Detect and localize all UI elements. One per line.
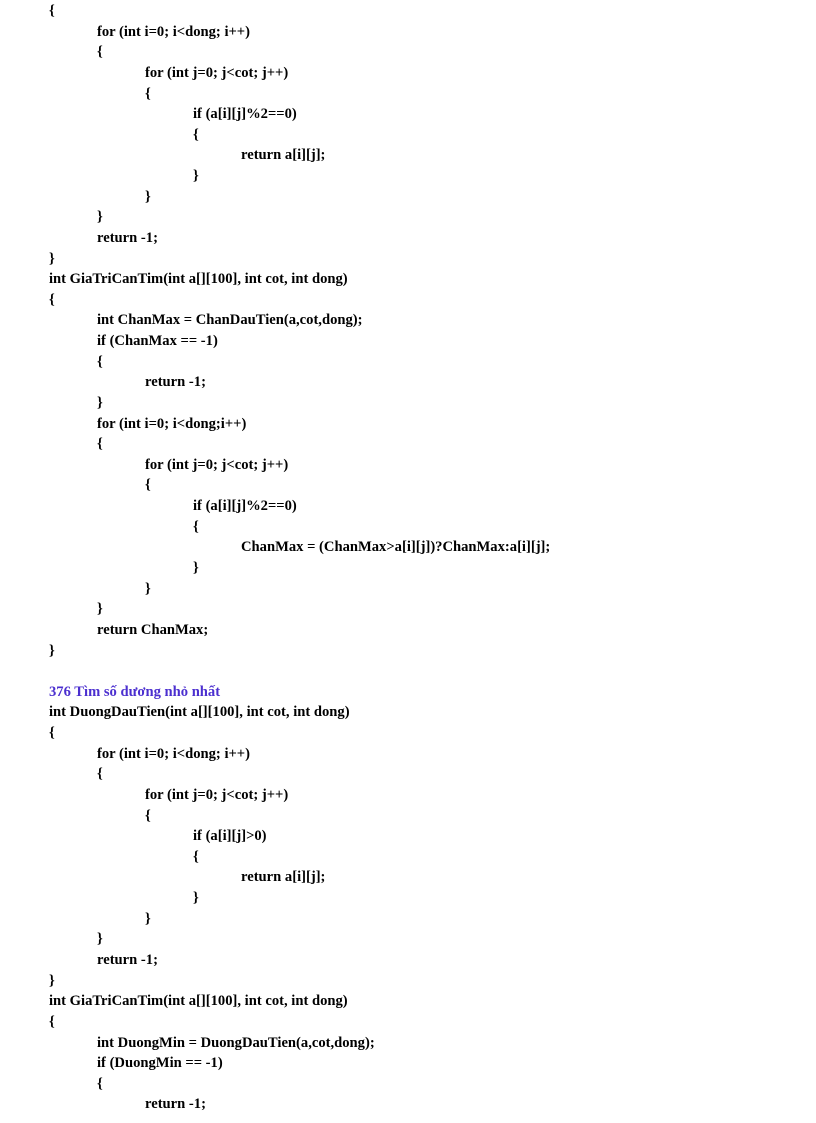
code-line: int DuongMin = DuongDauTien(a,cot,dong); — [97, 1034, 375, 1051]
code-line: } — [145, 910, 151, 927]
code-line: } — [193, 890, 199, 907]
code-line: if (a[i][j]%2==0) — [193, 106, 297, 123]
code-line: } — [97, 601, 103, 618]
code-line: } — [49, 250, 55, 267]
code-line: if (a[i][j]>0) — [193, 828, 267, 845]
section-heading: 376 Tìm số dương nhỏ nhất — [49, 683, 221, 700]
code-line: for (int i=0; i<dong; i++) — [97, 23, 250, 40]
code-line: } — [97, 931, 103, 948]
code-line: } — [145, 188, 151, 205]
code-line: { — [97, 766, 103, 783]
code-line: int GiaTriCanTim(int a[][100], int cot, int dong) — [49, 993, 348, 1010]
code-line: { — [97, 353, 103, 370]
code-line: if (DuongMin == -1) — [97, 1055, 223, 1072]
code-line: } — [49, 642, 55, 659]
code-line: for (int i=0; i<dong;i++) — [97, 415, 247, 432]
code-line: } — [97, 209, 103, 226]
code-line: { — [193, 848, 199, 865]
code-line: { — [97, 44, 103, 61]
code-line: { — [49, 725, 55, 742]
code-line: for (int i=0; i<dong; i++) — [97, 745, 250, 762]
code-line: int ChanMax = ChanDauTien(a,cot,dong); — [97, 312, 363, 329]
code-line: { — [97, 436, 103, 453]
code-line: int GiaTriCanTim(int a[][100], int cot, int dong) — [49, 271, 348, 288]
code-line: return ChanMax; — [97, 621, 209, 638]
code-line: return -1; — [145, 374, 206, 391]
code-line: ChanMax = (ChanMax>a[i][j])?ChanMax:a[i][j]; — [241, 539, 551, 556]
code-line: { — [145, 477, 151, 494]
code-line: } — [193, 560, 199, 576]
code-line: } — [49, 972, 55, 989]
code-line: for (int j=0; j<cot; j++) — [145, 64, 289, 81]
code-line: { — [193, 518, 199, 535]
code-line: return a[i][j]; — [241, 869, 326, 886]
code-line: { — [97, 1075, 103, 1092]
code-line: } — [193, 168, 199, 185]
code-line: for (int j=0; j<cot; j++) — [145, 786, 289, 803]
code-line: return a[i][j]; — [241, 147, 326, 164]
code-line: return -1; — [145, 1096, 206, 1113]
code-line: { — [49, 291, 55, 308]
code-line: return -1; — [97, 229, 158, 246]
code-line: if (ChanMax == -1) — [97, 333, 218, 350]
code-line: { — [49, 1013, 55, 1030]
code-line: return -1; — [97, 951, 158, 968]
code-line: { — [49, 3, 55, 19]
code-line: { — [145, 85, 151, 102]
code-line: for (int j=0; j<cot; j++) — [145, 456, 289, 473]
code-line: if (a[i][j]%2==0) — [193, 498, 297, 515]
code-line: { — [193, 126, 199, 143]
code-line: int DuongDauTien(int a[][100], int cot, int dong) — [49, 704, 350, 721]
code-line: } — [145, 580, 151, 597]
code-line: { — [145, 807, 151, 824]
code-line: } — [97, 394, 103, 411]
